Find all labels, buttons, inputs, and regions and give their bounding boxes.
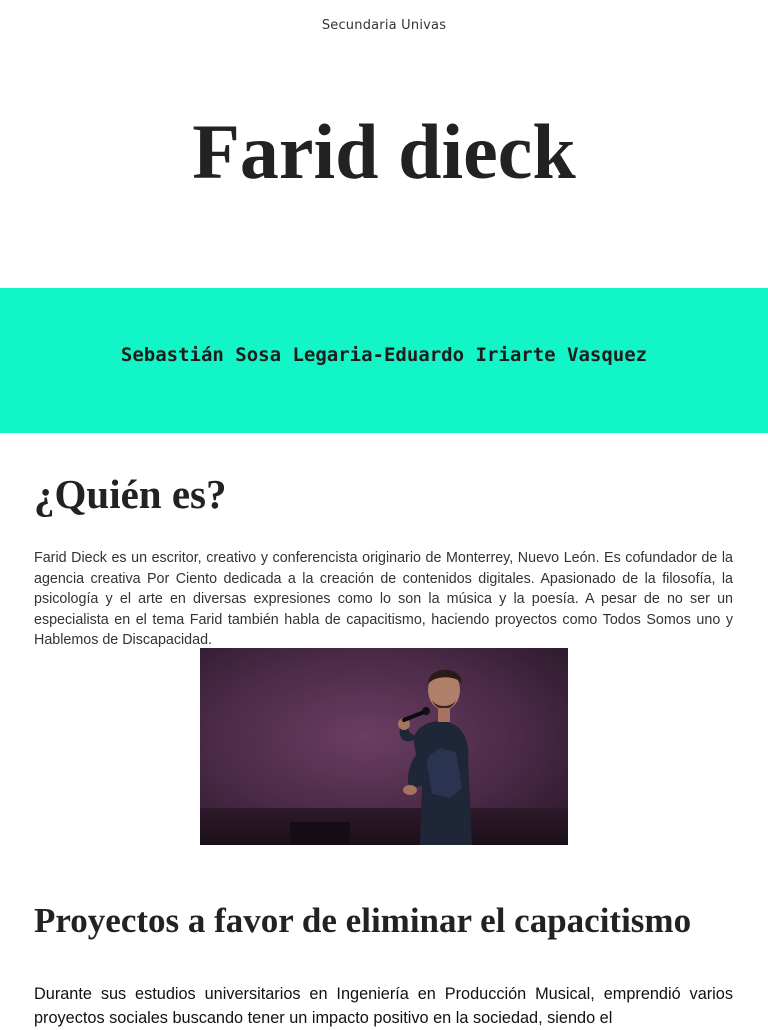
projects-paragraph: Durante sus estudios universitarios en Ingeniería en Producción Musical, emprendió varios proyectos sociales buscando tener un impacto positivo en la sociedad, siendo el [34,985,733,1027]
page-title: Farid dieck [192,108,576,195]
speaker-photo [200,648,568,845]
authors-text: Sebastián Sosa Legaria-Eduardo Iriarte Vasquez [120,344,648,366]
section-heading-proyectos: Proyectos a favor de eliminar el capacitismo [34,901,692,940]
bio-paragraph: Farid Dieck es un escritor, creativo y conferencista originario de Monterrey, Nuevo León. Es cofundador de la agencia creativa Por Ciento dedicada a la creación de contenidos digitales. Apasionado de la filosofía, la psicología y el arte en diversas expresiones como lo son la música y la poesía. A pesar de no ser un especialista en el tema Farid también habla de capacitismo, haciendo proyectos como Todos Somos uno y Hablemos de Discapacidad. [34,550,733,648]
school-name: Secundaria Univas [321,18,447,33]
section-heading-quien-es: ¿Quién es? [34,471,227,517]
authors-banner [0,288,768,433]
